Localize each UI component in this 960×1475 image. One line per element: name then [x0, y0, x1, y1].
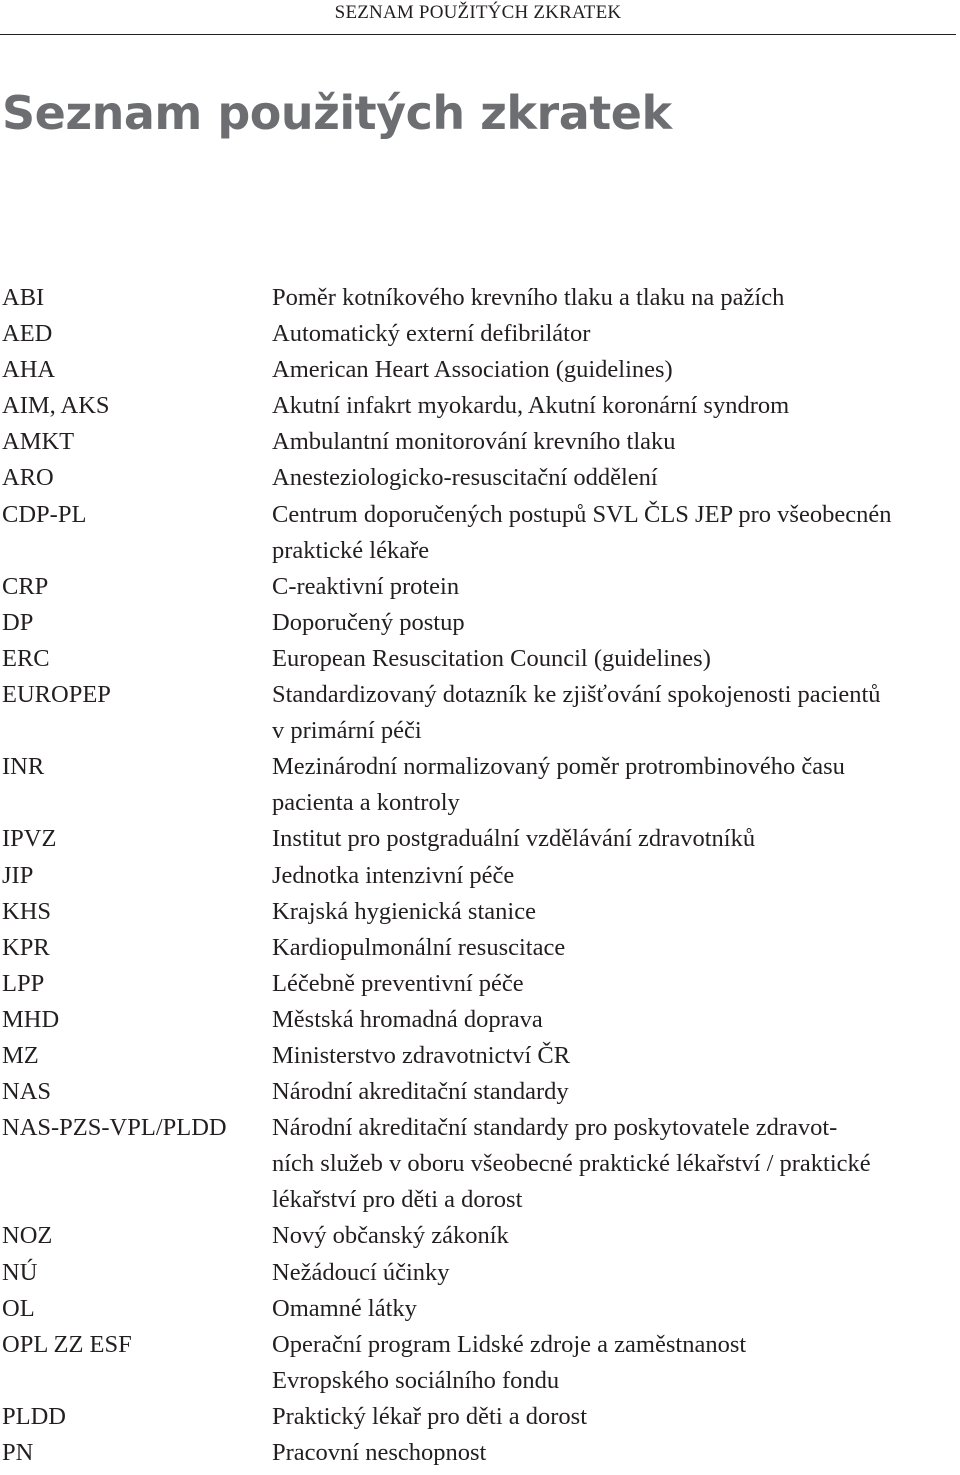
page-title: Seznam použitých zkratek — [2, 86, 672, 140]
definition-line: ních služeb v oboru všeobecné praktické lékařství / praktické — [272, 1150, 871, 1178]
abbreviation-term: NAS — [2, 1078, 52, 1106]
definition-line: Městská hromadná doprava — [272, 1005, 543, 1033]
abbreviation-definition — [272, 1255, 960, 1291]
definition-line: Anesteziologicko-resuscitační oddělení — [272, 464, 658, 492]
abbreviation-definition — [272, 424, 960, 460]
abbreviation-definition — [272, 497, 960, 569]
definition-line: Standardizovaný dotazník ke zjišťování spokojenosti pacientů — [272, 681, 881, 709]
definition-line: Krajská hygienická stanice — [272, 897, 536, 925]
abbreviation-definition — [272, 894, 960, 930]
definition-line: Mezinárodní normalizovaný poměr protrombinového času — [272, 753, 845, 781]
abbreviation-row — [0, 1435, 960, 1471]
abbreviation-term: ARO — [2, 464, 54, 492]
abbreviation-row — [0, 460, 960, 496]
abbreviation-row — [0, 1399, 960, 1435]
definition-line: Doporučený postup — [272, 608, 465, 636]
abbreviation-term: DP — [2, 608, 34, 636]
abbreviation-row — [0, 569, 960, 605]
abbreviation-definition — [272, 1399, 960, 1435]
abbreviation-row — [0, 316, 960, 352]
definition-line: Pracovní neschopnost — [272, 1439, 487, 1466]
definition-line: Akutní infakrt myokardu, Akutní koronární syndrom — [272, 392, 790, 420]
abbreviation-definition — [272, 316, 960, 352]
abbreviation-row — [0, 352, 960, 388]
abbreviation-term: NÚ — [2, 1258, 38, 1286]
abbreviation-definition — [272, 821, 960, 857]
definition-line: Národní akreditační standardy — [272, 1078, 569, 1106]
abbreviation-list — [0, 280, 960, 1471]
definition-line: Nežádoucí účinky — [272, 1258, 450, 1286]
abbreviation-term: AHA — [2, 356, 56, 384]
running-head: SEZNAM POUŽITÝCH ZKRATEK — [334, 2, 622, 23]
definition-line: Centrum doporučených postupů SVL ČLS JEP pro všeobecnén — [272, 500, 892, 528]
abbreviation-row — [0, 497, 960, 569]
abbreviation-row — [0, 1255, 960, 1291]
definition-line: Poměr kotníkového krevního tlaku a tlaku na pažích — [272, 284, 785, 311]
abbreviation-row — [0, 388, 960, 424]
definition-line: Nový občanský zákoník — [272, 1222, 509, 1250]
abbreviation-term: MZ — [2, 1041, 39, 1069]
abbreviation-term: ABI — [2, 284, 45, 311]
definition-line: pacienta a kontroly — [272, 789, 460, 817]
abbreviation-term: AIM, AKS — [2, 392, 110, 420]
abbreviation-term: ERC — [2, 644, 50, 672]
abbreviation-definition — [272, 966, 960, 1002]
abbreviation-row — [0, 1218, 960, 1254]
abbreviation-term: AED — [2, 320, 53, 348]
definition-line: Jednotka intenzivní péče — [272, 861, 515, 889]
abbreviation-row — [0, 1074, 960, 1110]
definition-line: v primární péči — [272, 717, 422, 745]
abbreviation-definition — [272, 605, 960, 641]
abbreviation-definition — [272, 677, 960, 749]
abbreviation-term: LPP — [2, 969, 45, 997]
abbreviation-term: CRP — [2, 572, 49, 600]
abbreviation-definition — [272, 569, 960, 605]
abbreviation-definition — [272, 930, 960, 966]
abbreviation-definition — [272, 1002, 960, 1038]
abbreviation-row — [0, 280, 960, 316]
abbreviation-definition — [272, 280, 960, 316]
definition-line: C-reaktivní protein — [272, 572, 460, 600]
abbreviation-definition — [272, 352, 960, 388]
abbreviation-definition — [272, 858, 960, 894]
abbreviation-definition — [272, 1038, 960, 1074]
definition-line: Institut pro postgraduální vzdělávání zdravotníků — [272, 825, 756, 853]
abbreviation-definition — [272, 1327, 960, 1399]
abbreviation-definition — [272, 460, 960, 496]
abbreviation-term: KPR — [2, 933, 50, 961]
definition-line: Léčebně preventivní péče — [272, 969, 524, 997]
abbreviation-term: OL — [2, 1294, 35, 1322]
abbreviation-term: AMKT — [2, 428, 75, 456]
definition-line: European Resuscitation Council (guidelines) — [272, 644, 711, 672]
abbreviation-definition — [272, 388, 960, 424]
abbreviation-row — [0, 1002, 960, 1038]
abbreviation-row — [0, 930, 960, 966]
abbreviation-row — [0, 1291, 960, 1327]
abbreviation-row — [0, 821, 960, 857]
abbreviation-row — [0, 641, 960, 677]
abbreviation-row — [0, 605, 960, 641]
definition-line: Operační program Lidské zdroje a zaměstnanost — [272, 1330, 747, 1358]
abbreviation-term: PLDD — [2, 1402, 66, 1430]
definition-line: lékařství pro děti a dorost — [272, 1186, 523, 1214]
abbreviation-term: CDP-PL — [2, 500, 87, 528]
abbreviation-definition — [272, 1110, 960, 1218]
abbreviation-definition — [272, 1218, 960, 1254]
abbreviation-term: JIP — [2, 861, 34, 889]
abbreviation-term: NAS-PZS-VPL/PLDD — [2, 1114, 227, 1142]
abbreviation-definition — [272, 641, 960, 677]
abbreviation-definition — [272, 1291, 960, 1327]
abbreviation-row — [0, 858, 960, 894]
abbreviation-row — [0, 1327, 960, 1399]
definition-line: Kardiopulmonální resuscitace — [272, 933, 566, 961]
definition-line: Národní akreditační standardy pro poskytovatele zdravot- — [272, 1114, 838, 1142]
abbreviation-definition — [272, 749, 960, 821]
abbreviation-term: EUROPEP — [2, 681, 111, 709]
abbreviation-row — [0, 677, 960, 749]
abbreviation-term: MHD — [2, 1005, 60, 1033]
abbreviation-row — [0, 1038, 960, 1074]
abbreviation-row — [0, 894, 960, 930]
abbreviation-term: KHS — [2, 897, 52, 925]
definition-line: Omamné látky — [272, 1294, 417, 1322]
abbreviation-term: OPL ZZ ESF — [2, 1330, 132, 1358]
abbreviation-row — [0, 1110, 960, 1218]
abbreviation-term: PN — [2, 1439, 34, 1466]
abbreviation-row — [0, 749, 960, 821]
header-rule — [0, 34, 956, 35]
abbreviation-definition — [272, 1435, 960, 1471]
abbreviation-term: NOZ — [2, 1222, 53, 1250]
abbreviation-term: IPVZ — [2, 825, 57, 853]
abbreviation-definition — [272, 1074, 960, 1110]
abbreviation-term: INR — [2, 753, 45, 781]
abbreviation-row — [0, 966, 960, 1002]
definition-line: American Heart Association (guidelines) — [272, 356, 673, 384]
definition-line: praktické lékaře — [272, 536, 430, 564]
definition-line: Ministerstvo zdravotnictví ČR — [272, 1041, 571, 1069]
definition-line: Evropského sociálního fondu — [272, 1366, 560, 1394]
definition-line: Ambulantní monitorování krevního tlaku — [272, 428, 676, 456]
definition-line: Praktický lékař pro děti a dorost — [272, 1402, 588, 1430]
definition-line: Automatický externí defibrilátor — [272, 320, 591, 348]
abbreviation-row — [0, 424, 960, 460]
